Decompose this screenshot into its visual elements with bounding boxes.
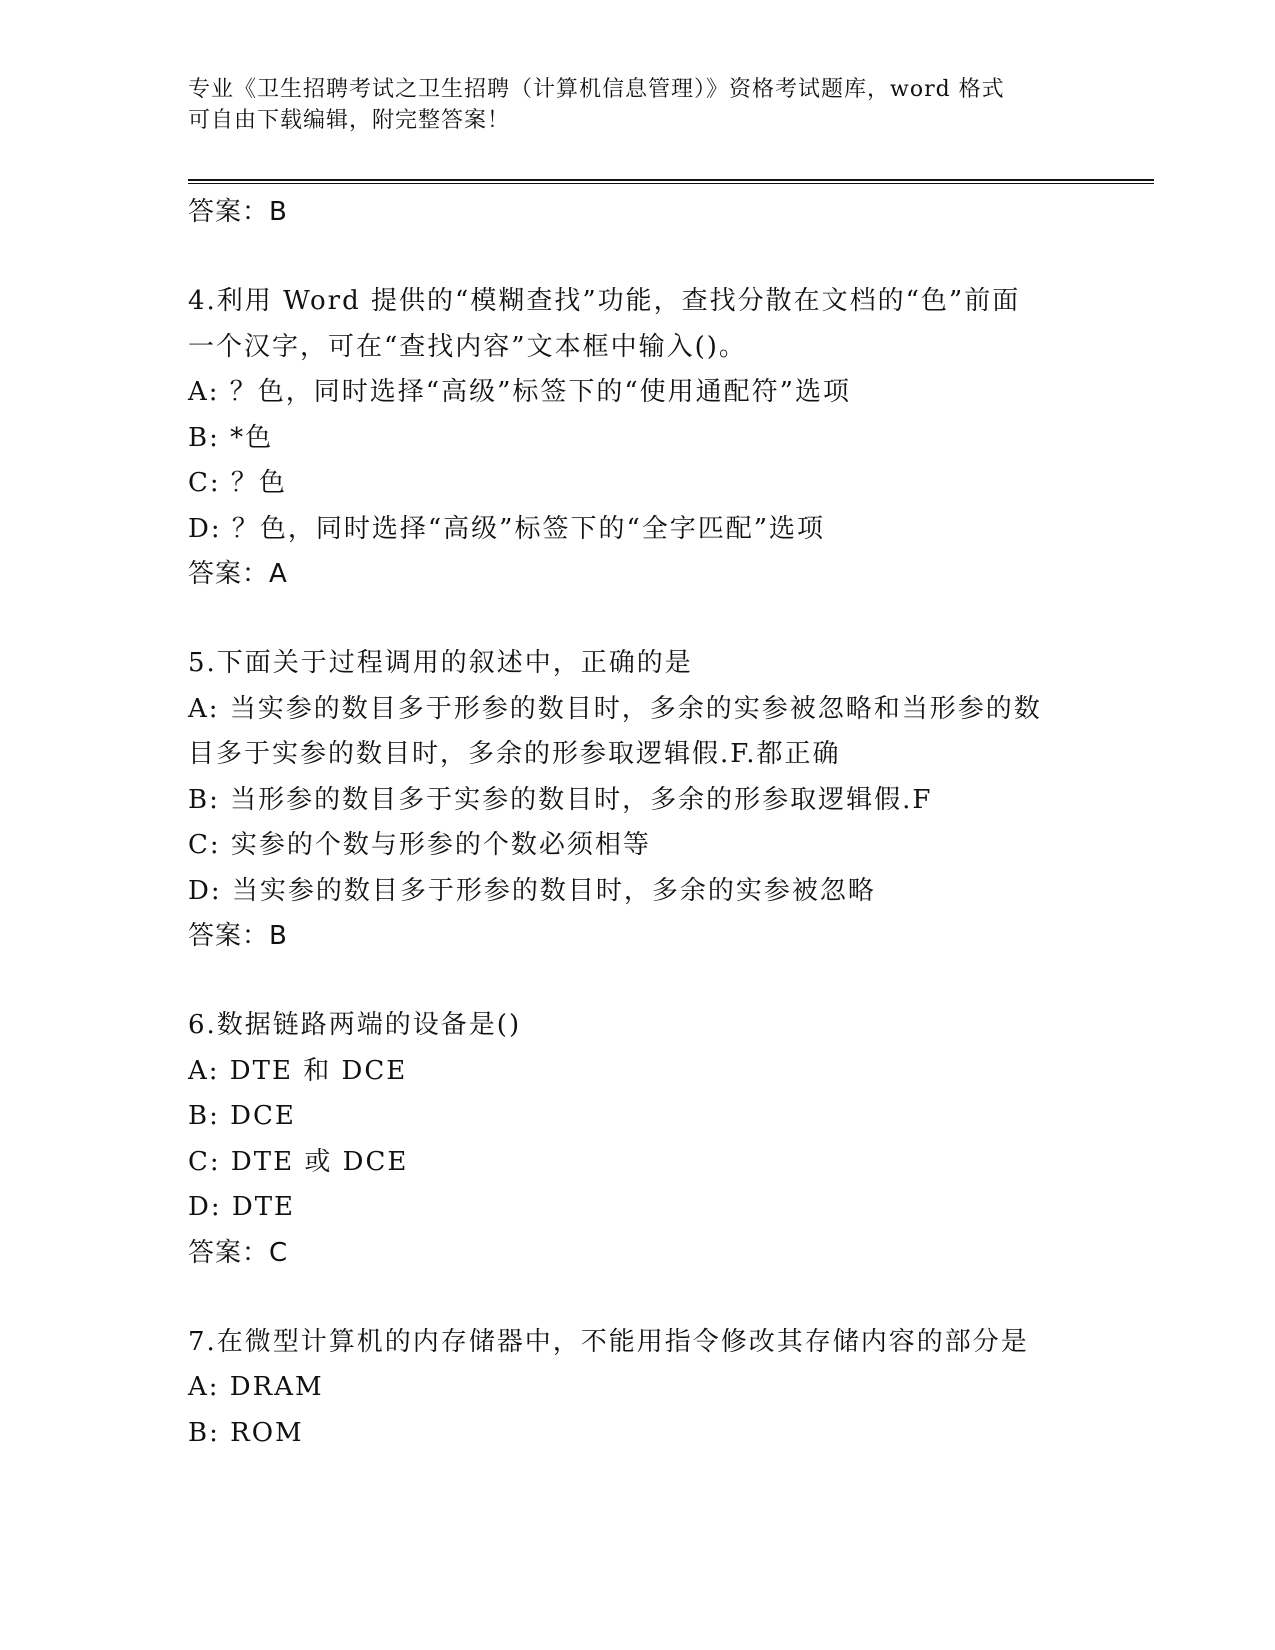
option-b: B: 当形参的数目多于实参的数目时，多余的形参取逻辑假.F — [188, 784, 933, 815]
question-text: 7.在微型计算机的内存储器中，不能用指令修改其存储内容的部分是 — [188, 1326, 1029, 1357]
option-a: A: 当实参的数目多于形参的数目时，多余的实参被忽略和当形参的数 — [188, 693, 1042, 724]
option-a: A: DTE 和 DCE — [188, 1055, 408, 1086]
header-divider-thick — [188, 179, 1154, 181]
question-list — [188, 190, 1088, 1456]
question-block — [188, 1003, 1088, 1275]
question-block — [188, 641, 1088, 958]
header-line-2: 可自由下载编辑，附完整答案！ — [188, 108, 511, 133]
question-text: 5.下面关于过程调用的叙述中，正确的是 — [188, 648, 693, 678]
page-header — [188, 74, 1068, 136]
option-b: B: ROM — [188, 1417, 304, 1448]
option-a: A: DRAM — [188, 1372, 324, 1402]
question-text: 6.数据链路两端的设备是() — [188, 1010, 522, 1040]
header-divider-thin — [188, 183, 1154, 184]
option-d: D: 当实参的数目多于形参的数目时，多余的实参被忽略 — [188, 875, 876, 906]
answer-label: 答案：B — [188, 197, 288, 227]
question-block — [188, 279, 1088, 596]
question-block — [188, 1320, 1088, 1457]
header-line-1: 专业《卫生招聘考试之卫生招聘（计算机信息管理）》资格考试题库，word 格式 — [188, 77, 1005, 102]
question-text: 4.利用 Word 提供的“模糊查找”功能，查找分散在文档的“色”前面 — [188, 286, 1021, 316]
option-a-continued: 目多于实参的数目时，多余的形参取逻辑假.F.都正确 — [188, 739, 841, 769]
option-d: D: ？色，同时选择“高级”标签下的“全字匹配”选项 — [188, 513, 826, 544]
answer-label: 答案：A — [188, 559, 288, 589]
answer-label: 答案：B — [188, 921, 288, 951]
question-text: 一个汉字，可在“查找内容”文本框中输入()。 — [188, 331, 747, 362]
option-b: B: *色 — [188, 422, 274, 453]
answer-label: 答案：C — [188, 1237, 289, 1268]
option-c: C: 实参的个数与形参的个数必须相等 — [188, 830, 651, 860]
option-c: C: ？色 — [188, 468, 287, 498]
option-d: D: DTE — [188, 1192, 296, 1222]
option-c: C: DTE 或 DCE — [188, 1146, 409, 1177]
option-b: B: DCE — [188, 1101, 296, 1131]
option-a: A: ？色，同时选择“高级”标签下的“使用通配符”选项 — [188, 377, 851, 407]
